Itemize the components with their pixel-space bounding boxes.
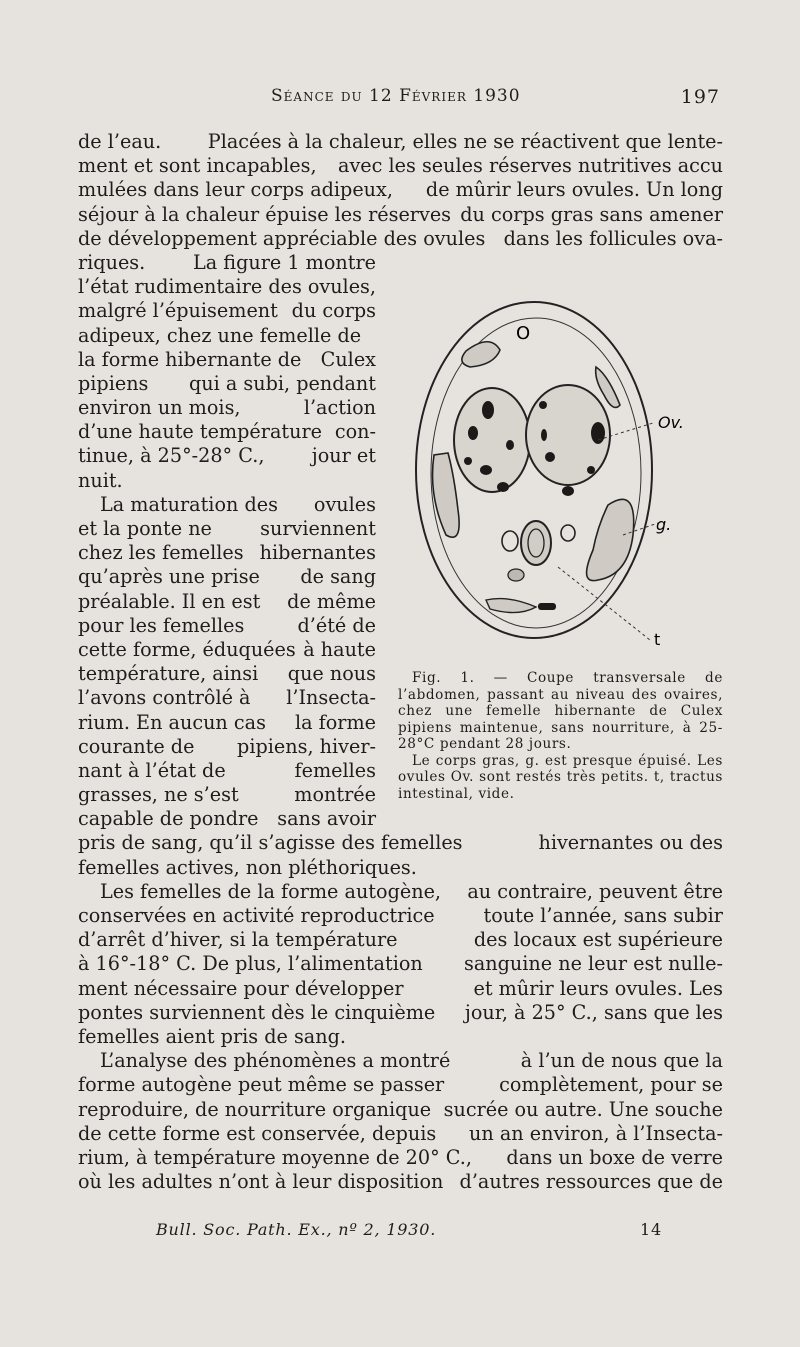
text-segment: nuit. <box>78 468 123 492</box>
text-line <box>78 1170 723 1194</box>
text-segment: L’analyse des phénomènes a montré <box>100 1049 451 1073</box>
text-segment: pour les femelles <box>78 613 245 637</box>
caption-paragraph-2: Le corps gras, g. est presque épuisé. Les ovules Ov. sont restés très petits. t, tractus intestinal, vide. <box>398 752 723 802</box>
text-segment: rium, à température moyenne de 20° C., <box>78 1145 472 1169</box>
text-line <box>78 614 376 638</box>
text-segment: de l’eau. <box>78 130 162 153</box>
text-line <box>78 348 376 372</box>
text-segment: con- <box>334 420 376 444</box>
text-line <box>78 1146 723 1170</box>
running-title: Séance du 12 Février 1930 <box>271 86 521 106</box>
intestinal-tract <box>521 521 551 565</box>
text-line <box>78 1098 723 1122</box>
text-segment: dans les follicules ova- <box>503 226 723 250</box>
text-segment: pris de sang, qu’il s’agisse des femelles <box>78 831 463 855</box>
text-segment: à haute <box>303 637 376 661</box>
text-segment: l’action <box>303 396 376 420</box>
text-line <box>78 251 376 275</box>
text-line <box>78 517 376 541</box>
text-segment: femelles actives, non pléthoriques. <box>78 855 417 879</box>
text-segment: séjour à la chaleur épuise les réserves <box>78 202 452 226</box>
text-segment: jour et <box>311 444 376 468</box>
text-line <box>78 686 376 710</box>
text-line <box>78 711 376 735</box>
text-line <box>78 493 376 517</box>
tubule-lower <box>508 569 524 581</box>
text-segment: hibernantes <box>259 541 376 565</box>
text-line <box>78 590 376 614</box>
text-line <box>78 783 376 807</box>
text-segment: capable de pondre <box>78 807 259 831</box>
text-line <box>78 1025 723 1049</box>
text-segment: grasses, ne s’est <box>78 783 239 807</box>
text-segment: température, ainsi <box>78 662 259 686</box>
text-line <box>78 928 723 952</box>
text-segment: des locaux est supérieure <box>473 928 723 952</box>
text-segment: nant à l’état de <box>78 758 226 782</box>
text-line <box>78 880 723 904</box>
fat-body-right <box>587 499 634 580</box>
text-segment: chez les femelles <box>78 541 244 565</box>
text-segment: que nous <box>287 662 376 686</box>
text-line <box>78 1001 723 1025</box>
text-line <box>78 154 723 178</box>
text-line <box>78 759 376 783</box>
text-line <box>78 275 376 299</box>
label-g: g. <box>656 515 672 534</box>
text-segment: de développement appréciable des ovules <box>78 226 486 250</box>
ventral-fat-body <box>486 599 536 613</box>
text-segment: de même <box>287 589 376 613</box>
text-segment: rium. En aucun cas <box>78 710 266 734</box>
text-line <box>78 807 376 831</box>
text-segment: d’une haute température <box>78 420 322 444</box>
ventral-nerve-cord <box>538 603 556 610</box>
text-line <box>78 904 723 928</box>
text-segment: La figure 1 montre <box>193 250 376 274</box>
running-head <box>78 86 720 112</box>
text-segment: environ un mois, <box>78 396 241 420</box>
text-segment: du corps <box>291 299 376 323</box>
text-segment: jour, à 25° C., sans que les <box>464 1000 723 1024</box>
text-segment: reproduire, de nourriture organique <box>78 1097 432 1121</box>
text-line <box>78 662 376 686</box>
text-segment: l’état rudimentaire des <box>78 275 302 299</box>
text-segment: ovules, <box>307 275 376 299</box>
text-segment: complètement, pour se <box>499 1073 723 1097</box>
text-segment: cette forme, éduquées <box>78 637 296 661</box>
text-line <box>78 977 723 1001</box>
paragraph-top <box>78 130 723 251</box>
label-ov: Ov. <box>658 413 684 432</box>
text-segment: femelles <box>294 758 376 782</box>
text-segment: à 16°-18° C. De plus, l’alimentation <box>78 952 423 976</box>
text-line <box>78 565 376 589</box>
text-line <box>78 130 723 154</box>
text-segment: avec les seules réserves nutritives accu <box>338 154 723 178</box>
text-segment: femelles aient pris de sang. <box>78 1024 346 1048</box>
text-segment: sans avoir <box>277 807 376 831</box>
text-line <box>78 735 376 759</box>
text-segment: à l’un de nous que la <box>520 1049 723 1073</box>
text-segment: d’été de <box>297 613 376 637</box>
text-segment: de sang <box>300 565 376 589</box>
paragraph-bottom <box>78 831 723 1194</box>
text-segment: ment nécessaire pour développer <box>78 976 404 1000</box>
text-segment: Culex <box>320 347 376 371</box>
text-segment: où les adultes n’ont à leur disposition <box>78 1170 444 1194</box>
text-segment: forme autogène peut même se passer <box>78 1073 445 1097</box>
text-segment: l’Insecta- <box>286 686 376 710</box>
text-segment: courante de <box>78 734 195 758</box>
text-segment: et mûrir leurs ovules. Les <box>473 976 723 1000</box>
text-line <box>78 324 376 348</box>
text-segment: préalable. Il en est <box>78 589 261 613</box>
text-segment: toute l’année, sans subir <box>483 904 723 927</box>
text-segment: riques. <box>78 250 146 274</box>
text-segment: la forme hibernante de <box>78 347 302 371</box>
text-segment: dans un boxe de verre <box>506 1145 723 1169</box>
text-segment: conservées en activité reproductrice <box>78 904 435 927</box>
text-segment: surviennent <box>260 517 376 540</box>
text-segment: la forme <box>294 710 376 734</box>
text-segment: de cette forme est conservée, depuis <box>78 1121 437 1145</box>
text-line <box>78 372 376 396</box>
text-segment: du corps gras sans amener <box>460 202 723 226</box>
text-segment: hivernantes ou des <box>538 831 723 855</box>
text-line <box>78 444 376 468</box>
text-segment: ment et sont incapables, <box>78 154 317 178</box>
figure-cross-section <box>408 295 684 675</box>
text-segment: Les femelles de la forme autogène, <box>100 879 442 903</box>
text-line <box>78 203 723 227</box>
tubule-right <box>561 525 575 541</box>
text-line <box>78 469 376 493</box>
text-line <box>78 420 376 444</box>
text-segment: de mûrir leurs ovules. Un long <box>425 178 723 202</box>
text-segment: montrée <box>294 783 376 807</box>
page-number: 197 <box>680 86 720 108</box>
text-segment: mulées dans leur corps adipeux, <box>78 178 393 202</box>
text-segment: au contraire, peuvent être <box>467 879 723 903</box>
text-line <box>78 178 723 202</box>
caption-paragraph-1: Fig. 1. — Coupe transversale de l’abdomen, passant au niveau des ovaires, chez une femelle hibernante de Culex pipiens maintenue, sans nourriture, à 25-28°C pendant 28 jours. <box>398 670 723 752</box>
text-segment: adipeux, chez une femelle de <box>78 323 362 347</box>
text-segment: d’arrêt d’hiver, si la température <box>78 928 398 952</box>
paragraph-wrapped-column <box>78 251 376 832</box>
text-line <box>78 227 723 251</box>
text-segment: et la ponte ne <box>78 517 212 540</box>
text-line <box>78 396 376 420</box>
text-line <box>78 541 376 565</box>
text-line <box>78 831 723 855</box>
text-segment: l’avons contrôlé à <box>78 686 251 710</box>
footer-citation: Bull. Soc. Path. Ex., nº 2, 1930. <box>156 1220 437 1239</box>
text-segment: tinue, à 25°-28° C., <box>78 444 265 468</box>
text-segment: d’autres ressources que de <box>459 1170 723 1194</box>
text-segment: ovules <box>313 492 376 516</box>
footer-signature: 14 <box>640 1220 662 1239</box>
text-segment: pipiens, hiver- <box>237 734 376 758</box>
text-segment: La maturation des <box>100 492 278 516</box>
text-segment: un an environ, à l’Insecta- <box>469 1121 723 1145</box>
text-segment: qu’après une prise <box>78 565 260 589</box>
text-line <box>78 856 723 880</box>
text-segment: sanguine ne leur est nulle- <box>463 952 723 976</box>
text-line <box>78 299 376 323</box>
text-segment: Placées à la chaleur, elles ne se réactivent que lente- <box>207 130 723 153</box>
text-segment: pipiens <box>78 371 149 395</box>
text-line <box>78 952 723 976</box>
text-segment: qui a subi, pendant <box>188 371 376 395</box>
text-line <box>78 1073 723 1097</box>
text-line <box>78 1049 723 1073</box>
footer <box>78 1220 723 1244</box>
label-t: t <box>654 630 661 649</box>
text-line <box>78 638 376 662</box>
fat-body-top <box>462 342 500 367</box>
label-o: O <box>516 323 531 344</box>
text-segment: malgré l’épuisement <box>78 299 278 323</box>
figure-caption <box>398 670 723 802</box>
text-segment: pontes surviennent dès le cinquième <box>78 1000 436 1024</box>
tubule-left <box>502 531 518 551</box>
text-line <box>78 1122 723 1146</box>
text-segment: sucrée ou autre. Une souche <box>443 1097 723 1121</box>
